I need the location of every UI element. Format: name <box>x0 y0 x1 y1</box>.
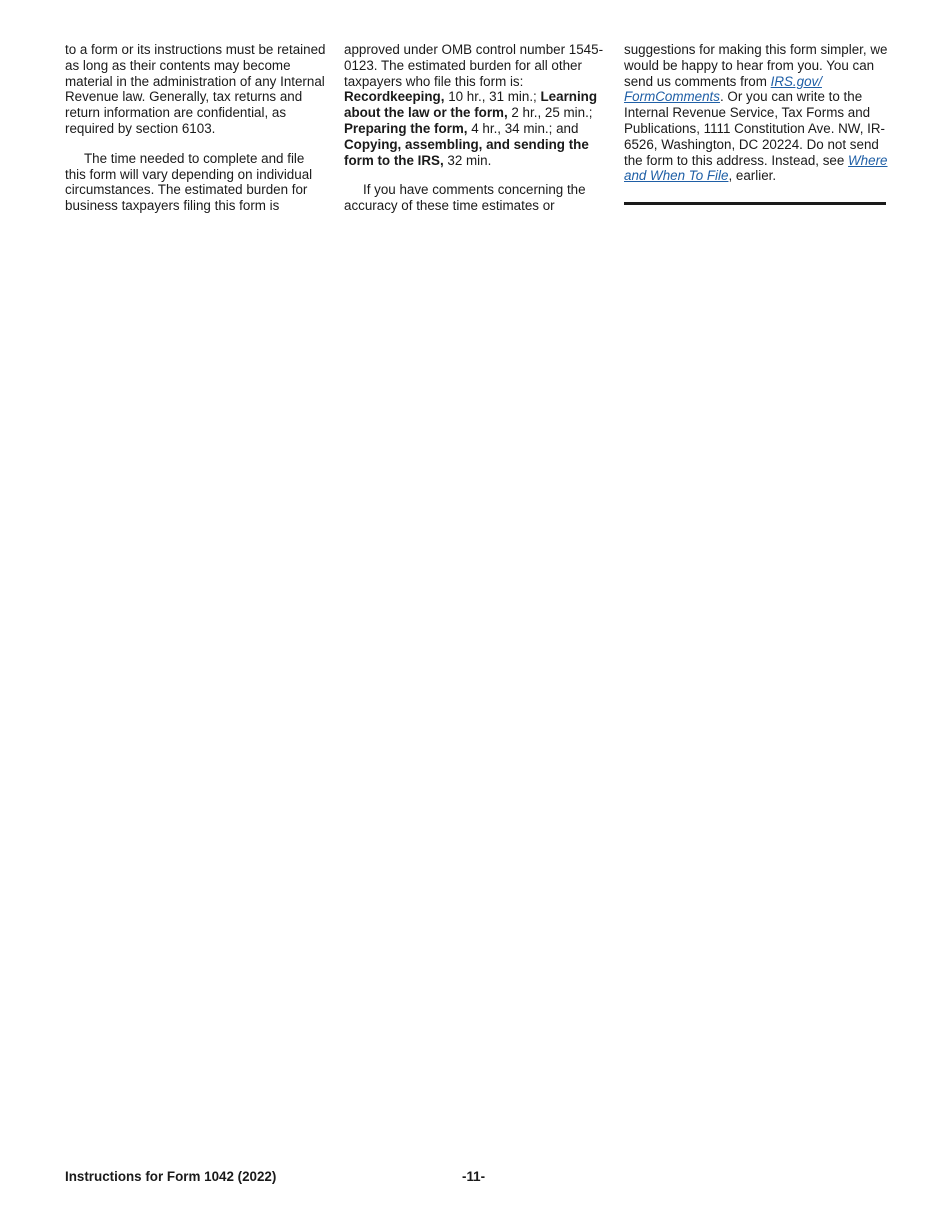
text-column-left <box>65 42 327 214</box>
suggestions-end-text: , earlier. <box>728 168 777 184</box>
paragraph-comments-intro: If you have comments concerning the accuracy of these time estimates or <box>344 182 586 214</box>
suggestions-intro-text: suggestions for making this form simpler, we would be happy to hear from you. You can send us comments from <box>624 42 888 89</box>
preparing-label: Preparing the form, <box>344 120 468 136</box>
irs-form-comments-link-line1: IRS.gov/ <box>770 73 822 89</box>
where-and-when-to-file-link[interactable]: Where and When To File <box>624 152 888 184</box>
burden-intro-text: approved under OMB control number 1545-0123. The estimated burden for all other taxpayers who file this form is: <box>344 42 604 89</box>
copying-label: Copying, assembling, and sending the form to the IRS, <box>344 136 589 168</box>
preparing-value: 4 hr., 34 min.; and <box>467 120 579 136</box>
irs-form-comments-link-line2: FormComments <box>624 89 720 105</box>
paragraph-suggestions <box>624 42 888 184</box>
paragraph-records-retention: to a form or its instructions must be retained as long as their contents may become material in the administration of any Internal Revenue law. Generally, tax returns and return information are confidential, as required by section 6103. <box>65 42 326 136</box>
learning-value: 2 hr., 25 min.; <box>507 105 593 121</box>
footer-page-number: -11- <box>462 1169 486 1184</box>
section-end-rule <box>624 202 886 205</box>
recordkeeping-label: Recordkeeping, <box>344 89 445 105</box>
text-column-right <box>624 42 888 184</box>
paragraph-burden-estimates <box>344 42 608 168</box>
mailing-address-text: . Or you can write to the Internal Revenue Service, Tax Forms and Publications, 1111 Constitution Ave. NW, IR-6526, Washington, DC 20224. Do not send the form to this address. Instead, see <box>624 89 885 168</box>
learning-label: Learning about the law or the form, <box>344 89 598 121</box>
recordkeeping-value: 10 hr., 31 min.; <box>444 89 541 105</box>
copying-value: 32 min. <box>443 152 492 168</box>
footer-document-title: Instructions for Form 1042 (2022) <box>65 1169 277 1184</box>
paragraph-time-burden: The time needed to complete and file this form will vary depending on individual circumstances. The estimated burden for business taxpayers filing this form is <box>65 150 313 214</box>
text-column-middle <box>344 42 608 214</box>
